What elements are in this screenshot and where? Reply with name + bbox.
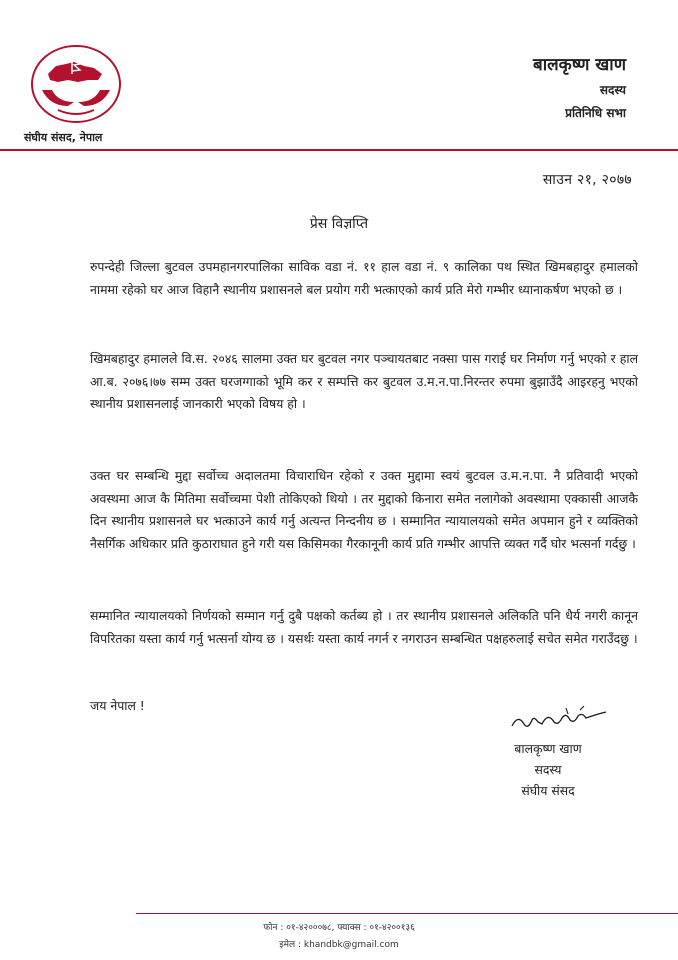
footer-divider xyxy=(136,913,678,914)
letterhead-mp-block xyxy=(533,52,626,121)
letter-title: प्रेस विज्ञप्ति xyxy=(309,216,369,232)
parliament-logo-icon xyxy=(28,44,124,128)
signatory-name: बालकृष्ण खाण xyxy=(514,741,582,756)
paragraph-2: खिमबहादुर हमालले वि.स. २०४६ सालमा उक्त घर बुटवल नगर पञ्चायतबाट नक्सा पास गराई घर निर्माण गर्नु भएको र हाल आ.ब. २०७६।७७ सम्म उक्त घरजग्गाको भूमि कर र सम्पत्ति कर बुटवल उ.म.न.पा.निरन्तर रुपमा बुझाउँदै आइरहनु भएको स्थानीय प्रशासनलाई जानकारी भएको विषय हो । xyxy=(90,351,638,411)
paragraph-3: उक्त घर सम्बन्धि मुद्दा सर्वोच्च अदालतमा विचाराधिन रहेको र उक्त मुद्दामा स्वयं बुटवल उ.म.न.पा. नै प्रतिवादी भएको अवस्थमा आज कै मितिमा सर्वोच्चमा पेशी तोकिएको थियो । तर मुद्दाको किनारा समेत नलागेको अवस्थामा एक्कासी आजकै दिन स्थानीय प्रशासनले घर भत्काउने कार्य गर्नु अत्यन्त निन्दनीय छ । सम्मानित न्यायालयको समेत अपमान हुने र व्यक्तिको नैसर्गिक अधिकार प्रति कुठाराघात हुने गरी यस किसिमका गैरकानूनी कार्य प्रति गम्भीर आपत्ति व्यक्त गर्दै घोर भत्सर्ना गर्दछु । xyxy=(90,468,638,551)
paragraph-1: रुपन्देही जिल्ला बुटवल उपमहानगरपालिका साविक वडा नं. ११ हाल वडा नं. ९ कालिका पथ स्थित खिमबहादुर हमालको नाममा रहेको घर आज विहानै स्थानीय प्रशासनले बल प्रयोग गरी भत्काएको कार्य प्रति मेरो गम्भीर ध्यानाकर्षण भएको छ । xyxy=(90,259,638,297)
header-divider xyxy=(0,149,678,151)
footer-phone-fax: फोन : ०१-४२०००७८, फ्याक्स : ०१-४२००१३६ xyxy=(263,923,415,933)
mp-role: सदस्य xyxy=(599,83,626,97)
signatory-block xyxy=(500,740,596,799)
mp-house: प्रतिनिधि सभा xyxy=(565,106,626,120)
signatory-house: संघीय संसद xyxy=(521,783,575,798)
paragraph-4: सम्मानित न्यायालयको निर्णयको सम्मान गर्नु दुबै पक्षको कर्तब्य हो । तर स्थानीय प्रशासनले अलिकति पनि धैर्य नगरी कानून विपरितका यस्ता कार्य गर्नु भत्सर्ना योग्य छ । यसर्थः यस्ता कार्य नगर्न र नगराउन सम्बन्धित पक्षहरुलाई सचेत समेत गराउँदछु । xyxy=(90,608,638,646)
mp-name: बालकृष्ण खाण xyxy=(533,55,626,75)
footer-email: इमेल : khandbk@gmail.com xyxy=(279,940,399,950)
handwritten-signature xyxy=(508,704,612,734)
signatory-role: सदस्य xyxy=(534,762,562,777)
parliament-caption: संघीय संसद, नेपाल xyxy=(24,131,103,144)
closing-greeting: जय नेपाल ! xyxy=(90,698,145,713)
letter-date: साउन २१, २०७७ xyxy=(542,172,632,188)
